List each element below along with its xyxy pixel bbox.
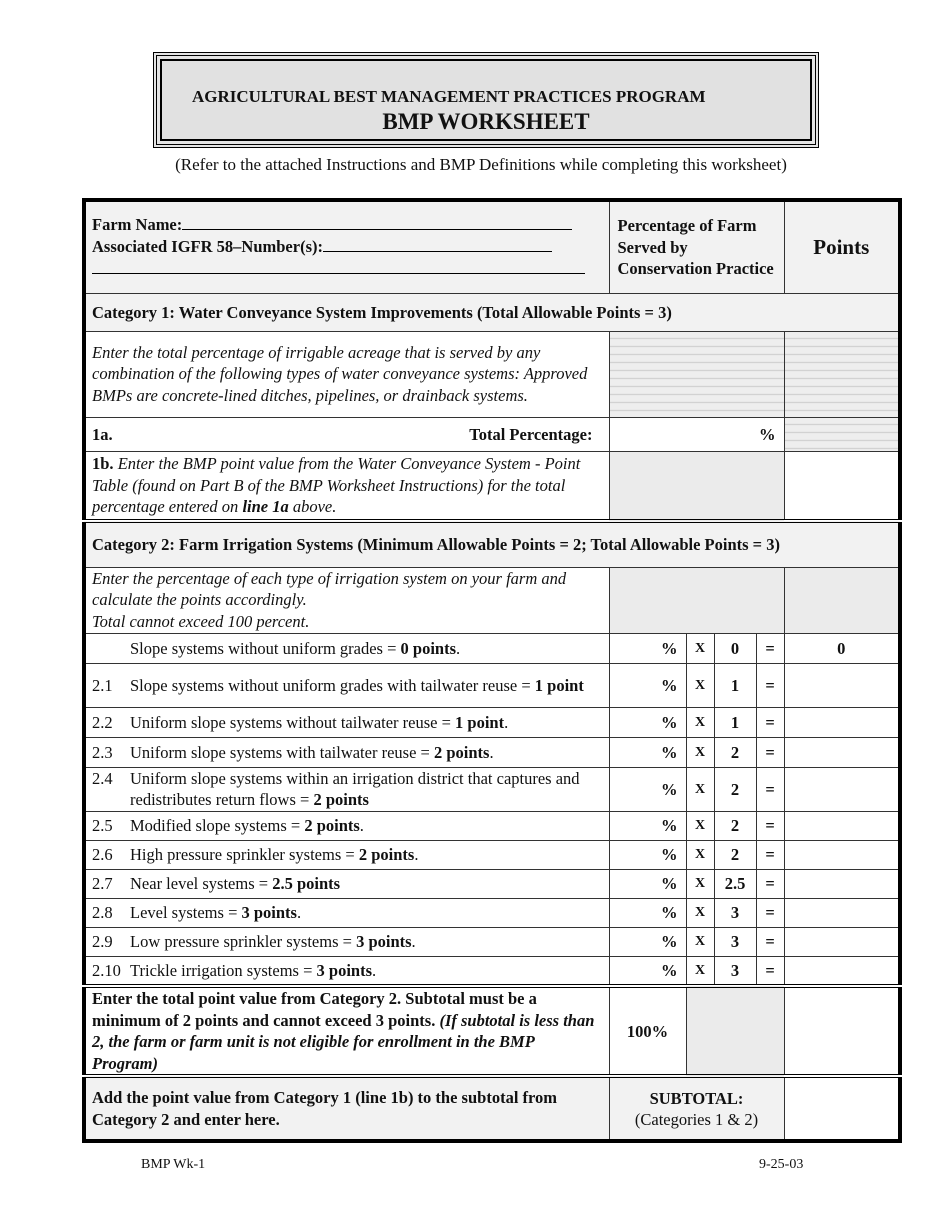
percent-sign: % bbox=[661, 675, 678, 695]
irrigation-row-num: 2.5 bbox=[92, 816, 113, 835]
irrigation-row-num: 2.3 bbox=[92, 742, 113, 762]
igfr-number-field[interactable] bbox=[323, 236, 552, 252]
line-1b-num: 1b. bbox=[92, 454, 114, 473]
irrigation-row-text: Low pressure sprinkler systems = bbox=[130, 932, 357, 951]
irrigation-percent-input[interactable] bbox=[609, 869, 686, 898]
subtotal-label-cell bbox=[609, 1076, 784, 1141]
irrigation-row-points: 3 points bbox=[316, 960, 373, 980]
multiply-sign: X bbox=[686, 633, 714, 663]
percent-sign: % bbox=[661, 742, 678, 762]
irrigation-multiplier: 2.5 bbox=[714, 869, 756, 898]
multiply-sign: X bbox=[686, 927, 714, 956]
equals-sign: = bbox=[756, 898, 784, 927]
irrigation-row-num: 2.9 bbox=[92, 932, 113, 951]
irrigation-description bbox=[84, 956, 609, 986]
multiply-sign: X bbox=[686, 869, 714, 898]
irrigation-description bbox=[84, 707, 609, 737]
category1-shaded-cell bbox=[609, 331, 784, 417]
footer-form-id: BMP Wk-1 bbox=[141, 1157, 206, 1172]
farm-name-field[interactable] bbox=[182, 214, 572, 230]
multiply-sign: X bbox=[686, 707, 714, 737]
irrigation-percent-input[interactable] bbox=[609, 956, 686, 986]
irrigation-row-tail: . bbox=[456, 638, 461, 658]
equals-sign: = bbox=[756, 663, 784, 707]
percent-sign: % bbox=[661, 932, 678, 951]
farm-name-label: Farm Name: bbox=[92, 215, 183, 235]
category2-total-text bbox=[84, 986, 609, 1076]
igfr-label: Associated IGFR 58–Number(s): bbox=[92, 237, 323, 257]
category2-instructions-row bbox=[84, 567, 900, 633]
multiply-sign: X bbox=[686, 767, 714, 811]
irrigation-row bbox=[84, 633, 900, 663]
percent-sign: % bbox=[661, 874, 678, 893]
irrigation-points-input[interactable] bbox=[784, 898, 900, 927]
irrigation-row bbox=[84, 869, 900, 898]
line-1a-label: Total Percentage: bbox=[469, 424, 593, 444]
irrigation-points-input[interactable] bbox=[784, 737, 900, 767]
irrigation-row-text: Slope systems without uniform grades with tailwater reuse = bbox=[130, 675, 535, 695]
percent-sign: % bbox=[661, 712, 678, 732]
line-1b-row bbox=[84, 451, 900, 521]
equals-sign: = bbox=[756, 737, 784, 767]
equals-sign: = bbox=[756, 840, 784, 869]
irrigation-row-points: 3 points bbox=[241, 903, 297, 922]
irrigation-row-tail: . bbox=[504, 712, 509, 732]
irrigation-row bbox=[84, 737, 900, 767]
category1-title-row bbox=[84, 293, 900, 331]
irrigation-points-input[interactable] bbox=[784, 663, 900, 707]
category2-shaded-cell bbox=[609, 567, 784, 633]
irrigation-row bbox=[84, 707, 900, 737]
irrigation-description bbox=[84, 927, 609, 956]
equals-sign: = bbox=[756, 927, 784, 956]
points-column-header: Points bbox=[784, 200, 900, 293]
title-box-inner bbox=[160, 59, 812, 141]
irrigation-row bbox=[84, 956, 900, 986]
irrigation-row-tail: . bbox=[372, 960, 377, 980]
equals-sign: = bbox=[756, 956, 784, 986]
irrigation-row bbox=[84, 767, 900, 811]
category2-title-row bbox=[84, 521, 900, 567]
irrigation-percent-input[interactable] bbox=[609, 840, 686, 869]
irrigation-description bbox=[84, 898, 609, 927]
irrigation-multiplier: 2 bbox=[714, 811, 756, 840]
irrigation-row-num: 2.6 bbox=[92, 845, 113, 864]
category2-total-text-bold: Enter the total point value from Category 2. Subtotal must be a minimum of 2 points and cannot exceed 3 points. bbox=[92, 989, 537, 1030]
irrigation-row-points: 2 points bbox=[358, 845, 415, 864]
irrigation-row-text: Slope systems without uniform grades = bbox=[130, 638, 401, 658]
irrigation-row-text: Modified slope systems = bbox=[130, 816, 305, 835]
equals-sign: = bbox=[756, 767, 784, 811]
irrigation-row-text: Near level systems = bbox=[130, 874, 273, 893]
irrigation-multiplier: 0 bbox=[714, 633, 756, 663]
category2-instructions-1: Enter the percentage of each type of irrigation system on your farm and calculate the points accordingly. bbox=[92, 568, 567, 610]
irrigation-points-input[interactable] bbox=[784, 767, 900, 811]
line-1a-label-cell bbox=[84, 417, 609, 451]
category2-total-text-italic: (If subtotal is less than 2, the farm or farm unit is not eligible for enrollment in the BMP Program) bbox=[92, 1010, 595, 1073]
irrigation-percent-input[interactable] bbox=[609, 633, 686, 663]
subtotal-points-input[interactable] bbox=[784, 1076, 900, 1141]
subtotal-instruction: Add the point value from Category 1 (line 1b) to the subtotal from Category 2 and enter here. bbox=[84, 1076, 609, 1141]
irrigation-row-num: 2.8 bbox=[92, 903, 113, 922]
category2-total-percent: 100% bbox=[609, 986, 686, 1076]
irrigation-row-text: Uniform slope systems with tailwater reuse = bbox=[130, 742, 434, 762]
category2-instructions bbox=[84, 567, 609, 633]
line-1b-shaded-cell bbox=[609, 451, 784, 521]
irrigation-row-points: 2 points bbox=[433, 742, 490, 762]
irrigation-description bbox=[84, 767, 609, 811]
multiply-sign: X bbox=[686, 898, 714, 927]
irrigation-points-input[interactable] bbox=[784, 840, 900, 869]
irrigation-multiplier: 1 bbox=[714, 663, 756, 707]
irrigation-percent-input[interactable] bbox=[609, 707, 686, 737]
equals-sign: = bbox=[756, 707, 784, 737]
farm-info-cell bbox=[84, 200, 609, 293]
irrigation-multiplier: 3 bbox=[714, 898, 756, 927]
line-1b-emph: line 1a bbox=[242, 497, 289, 516]
irrigation-row-points: 3 points bbox=[356, 932, 412, 951]
irrigation-multiplier: 2 bbox=[714, 737, 756, 767]
irrigation-row-num: 2.2 bbox=[92, 712, 113, 732]
category2-total-shaded bbox=[686, 986, 784, 1076]
irrigation-multiplier: 3 bbox=[714, 956, 756, 986]
irrigation-row-num: 2.1 bbox=[92, 675, 113, 695]
multiply-sign: X bbox=[686, 956, 714, 986]
irrigation-points-input[interactable] bbox=[784, 811, 900, 840]
irrigation-row-tail: . bbox=[489, 742, 494, 762]
header-row bbox=[84, 200, 900, 293]
irrigation-points-input[interactable] bbox=[784, 927, 900, 956]
percent-sign: % bbox=[661, 638, 678, 658]
equals-sign: = bbox=[756, 633, 784, 663]
irrigation-row-num: 2.10 bbox=[92, 960, 121, 980]
irrigation-description bbox=[84, 840, 609, 869]
line-1a-row bbox=[84, 417, 900, 451]
category2-total-row bbox=[84, 986, 900, 1076]
irrigation-percent-input[interactable] bbox=[609, 663, 686, 707]
irrigation-percent-input[interactable] bbox=[609, 927, 686, 956]
irrigation-description bbox=[84, 663, 609, 707]
irrigation-row bbox=[84, 663, 900, 707]
irrigation-row-tail: . bbox=[359, 816, 364, 835]
irrigation-percent-input[interactable] bbox=[609, 898, 686, 927]
percent-sign: % bbox=[661, 903, 678, 922]
irrigation-points-input[interactable] bbox=[784, 869, 900, 898]
category1-instructions-row bbox=[84, 331, 900, 417]
line-1b-text-cell bbox=[84, 451, 609, 521]
irrigation-points-input[interactable]: 0 bbox=[784, 633, 900, 663]
irrigation-multiplier: 3 bbox=[714, 927, 756, 956]
subtotal-sublabel: (Categories 1 & 2) bbox=[634, 1109, 759, 1129]
percent-sign: % bbox=[661, 845, 678, 864]
title-box bbox=[153, 52, 819, 148]
irrigation-points-input[interactable] bbox=[784, 956, 900, 986]
category2-shaded-points bbox=[784, 567, 900, 633]
irrigation-row-points: 2.5 points bbox=[272, 874, 341, 893]
irrigation-row-text: Level systems = bbox=[130, 903, 242, 922]
refer-note: (Refer to the attached Instructions and BMP Definitions while completing this worksheet) bbox=[175, 155, 787, 174]
line-1b-tail: above. bbox=[292, 497, 337, 516]
irrigation-description bbox=[84, 811, 609, 840]
irrigation-percent-input[interactable] bbox=[609, 767, 686, 811]
irrigation-row-text: High pressure sprinkler systems = bbox=[130, 845, 359, 864]
percent-sign: % bbox=[661, 816, 678, 835]
irrigation-description bbox=[84, 869, 609, 898]
line-1a-num: 1a. bbox=[92, 424, 113, 444]
irrigation-description bbox=[84, 737, 609, 767]
category2-instructions-2: Total cannot exceed 100 percent. bbox=[92, 611, 310, 631]
subtotal-row bbox=[84, 1076, 900, 1141]
irrigation-row-tail: . bbox=[414, 845, 419, 864]
irrigation-points-input[interactable] bbox=[784, 707, 900, 737]
category2-rows bbox=[84, 633, 900, 986]
line-1a-percent-input[interactable] bbox=[609, 417, 784, 451]
line-1b-points-input[interactable] bbox=[784, 451, 900, 521]
irrigation-row-text: Uniform slope systems without tailwater reuse = bbox=[130, 712, 456, 732]
irrigation-row-points: 1 point bbox=[455, 712, 505, 732]
irrigation-row-num: 2.7 bbox=[92, 874, 113, 893]
line-1a-shaded-points bbox=[784, 417, 900, 451]
irrigation-row-num: 2.4 bbox=[92, 769, 113, 788]
irrigation-row-tail: . bbox=[411, 932, 416, 951]
irrigation-multiplier: 2 bbox=[714, 767, 756, 811]
irrigation-multiplier: 1 bbox=[714, 707, 756, 737]
percent-sign: % bbox=[759, 424, 776, 444]
irrigation-row-text: Uniform slope systems within an irrigation district that captures and redistributes return flows = bbox=[130, 769, 580, 809]
category1-title: Category 1: Water Conveyance System Improvements (Total Allowable Points = 3) bbox=[84, 293, 900, 331]
equals-sign: = bbox=[756, 869, 784, 898]
category1-shaded-points bbox=[784, 331, 900, 417]
line-1b-text: Enter the BMP point value from the Water Conveyance System - Point Table (found on Part B of the BMP Worksheet Instructions) for the total percentage entered on bbox=[92, 454, 581, 516]
irrigation-row-points: 2 points bbox=[313, 790, 369, 809]
multiply-sign: X bbox=[686, 840, 714, 869]
irrigation-row-tail: . bbox=[296, 903, 302, 922]
igfr-number-field-2[interactable] bbox=[92, 258, 585, 274]
irrigation-multiplier: 2 bbox=[714, 840, 756, 869]
irrigation-row-points: 1 point bbox=[534, 675, 584, 695]
multiply-sign: X bbox=[686, 811, 714, 840]
irrigation-row-points: 2 points bbox=[304, 816, 360, 835]
multiply-sign: X bbox=[686, 737, 714, 767]
irrigation-row bbox=[84, 811, 900, 840]
irrigation-row bbox=[84, 927, 900, 956]
subtotal-label: SUBTOTAL: bbox=[649, 1088, 744, 1108]
program-title: AGRICULTURAL BEST MANAGEMENT PRACTICES PROGRAM bbox=[192, 87, 706, 106]
bmp-worksheet-table bbox=[82, 198, 902, 1143]
worksheet-title: BMP WORKSHEET bbox=[382, 109, 590, 134]
category2-title: Category 2: Farm Irrigation Systems (Minimum Allowable Points = 2; Total Allowable Points = 3) bbox=[84, 521, 900, 567]
percentage-column-header: Percentage of Farm Served by Conservation Practice bbox=[609, 200, 784, 293]
irrigation-row-text: Trickle irrigation systems = bbox=[130, 960, 317, 980]
multiply-sign: X bbox=[686, 663, 714, 707]
percent-sign: % bbox=[661, 960, 678, 980]
irrigation-percent-input[interactable] bbox=[609, 737, 686, 767]
irrigation-description bbox=[84, 633, 609, 663]
equals-sign: = bbox=[756, 811, 784, 840]
irrigation-row-points: 0 points bbox=[400, 638, 457, 658]
irrigation-percent-input[interactable] bbox=[609, 811, 686, 840]
category1-instructions: Enter the total percentage of irrigable acreage that is served by any combination of the following types of water conveyance systems: Approved BMPs are concrete-lined ditches, pipelines, or drainback systems. bbox=[84, 331, 609, 417]
footer-date: 9-25-03 bbox=[759, 1157, 804, 1172]
category2-subtotal-input[interactable] bbox=[784, 986, 900, 1076]
irrigation-row bbox=[84, 840, 900, 869]
irrigation-row bbox=[84, 898, 900, 927]
percent-sign: % bbox=[661, 779, 678, 799]
irrigation-row-num bbox=[92, 638, 130, 659]
